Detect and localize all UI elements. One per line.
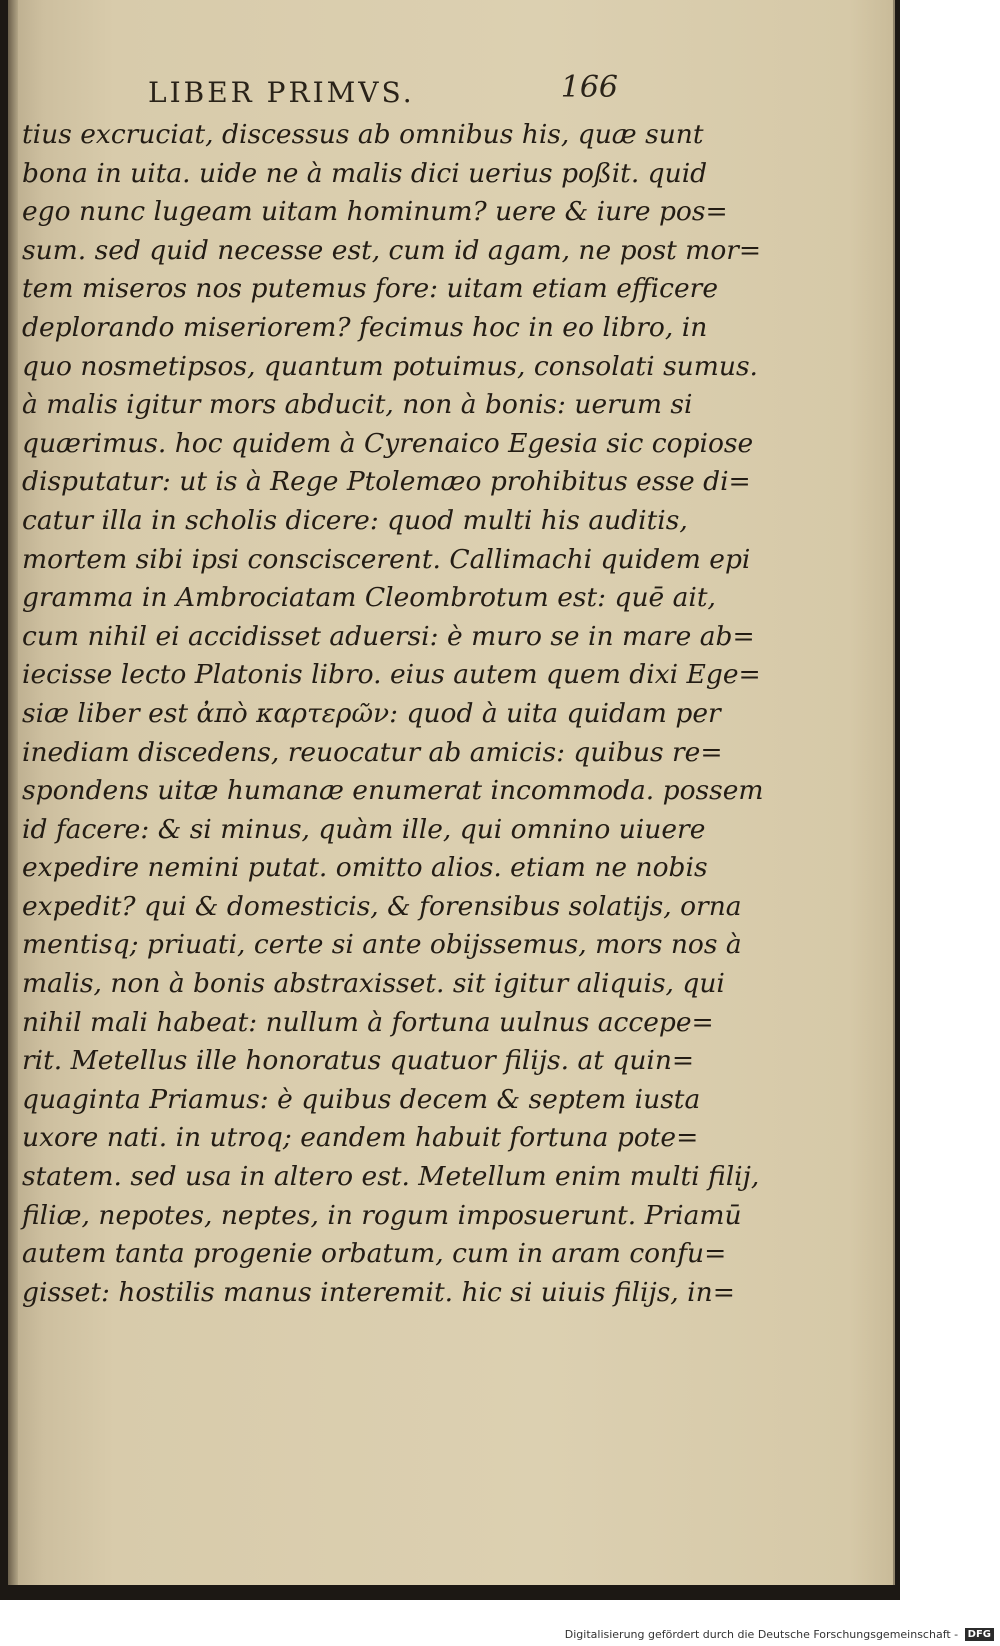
text-line: rit. Metellus ille honoratus quatuor filijs. at quin= [22, 1045, 695, 1077]
text-line: malis, non à bonis abstraxisset. sit igitur aliquis, qui [22, 968, 725, 1000]
text-line: tem miseros nos putemus fore: uitam etiam efficere [22, 273, 719, 305]
text-line: id facere: & si minus, quàm ille, qui omnino uiuere [22, 813, 706, 845]
text-line: iecisse lecto Platonis libro. eius autem quem dixi Ege= [22, 659, 761, 691]
text-line: quærimus. hoc quidem à Cyrenaico Egesia sic copiose [22, 427, 754, 459]
text-line: à malis igitur mors abducit, non à bonis: uerum si [22, 389, 693, 421]
text-line: autem tanta progenie orbatum, cum in aram confu= [22, 1238, 727, 1270]
text-line: tius excruciat, discessus ab omnibus his, quæ sunt [22, 119, 704, 150]
page-number: 166 [560, 70, 618, 105]
text-line: disputatur: ut is à Rege Ptolemæo prohibitus esse di= [22, 466, 751, 498]
text-line: gisset: hostilis manus interemit. hic si uiuis filijs, in= [22, 1276, 735, 1308]
book-page [8, 0, 895, 1585]
text-line: nihil mali habeat: nullum à fortuna uulnus accepe= [22, 1006, 714, 1038]
text-line: ego nunc lugeam uitam hominum? uere & iure pos= [22, 196, 728, 228]
running-head [148, 70, 618, 116]
text-line: gramma in Ambrociatam Cleombrotum est: quē ait, [22, 582, 716, 614]
text-line: bona in uita. uide ne à malis dici uerius poßit. quid [22, 157, 708, 189]
funding-notice [565, 1628, 994, 1642]
text-line: quo nosmetipsos, quantum potuimus, consolati sumus. [22, 350, 758, 382]
text-line: expedit? qui & domesticis, & forensibus solatijs, orna [22, 890, 742, 922]
text-line: inediam discedens, reuocatur ab amicis: quibus re= [22, 736, 723, 768]
text-line: sum. sed quid necesse est, cum id agam, ne post mor= [22, 234, 762, 266]
text-line: deplorando miseriorem? fecimus hoc in eo libro, in [22, 311, 708, 343]
text-line: statem. sed usa in altero est. Metellum enim multi filij, [22, 1161, 760, 1193]
text-line: cum nihil ei accidisset aduersi: è muro se in mare ab= [22, 620, 755, 652]
running-title: LIBER PRIMVS. [148, 76, 415, 109]
text-line: mentisq; priuati, certe si ante obijssemus, mors nos à [22, 929, 742, 961]
dfg-logo: DFG [965, 1628, 994, 1641]
funding-text: Digitalisierung gefördert durch die Deutsche Forschungsgemeinschaft - [564, 1627, 959, 1641]
text-line: catur illa in scholis dicere: quod multi his auditis, [22, 504, 688, 536]
body-text [22, 116, 764, 1312]
text-line: mortem sibi ipsi consciscerent. Callimachi quidem epi [22, 543, 751, 575]
text-line: filiæ, nepotes, neptes, in rogum imposuerunt. Priamū [22, 1199, 742, 1231]
text-line: quaginta Priamus: è quibus decem & septem iusta [22, 1083, 701, 1115]
page-gutter-shadow [8, 0, 18, 1585]
text-line: siæ liber est ἀπὸ καρτερῶν: quod à uita quidam per [22, 697, 721, 729]
text-line: uxore nati. in utroq; eandem habuit fortuna pote= [22, 1122, 699, 1154]
text-line: spondens uitæ humanæ enumerat incommoda. possem [22, 775, 764, 807]
text-line: expedire nemini putat. omitto alios. etiam ne nobis [22, 852, 708, 884]
